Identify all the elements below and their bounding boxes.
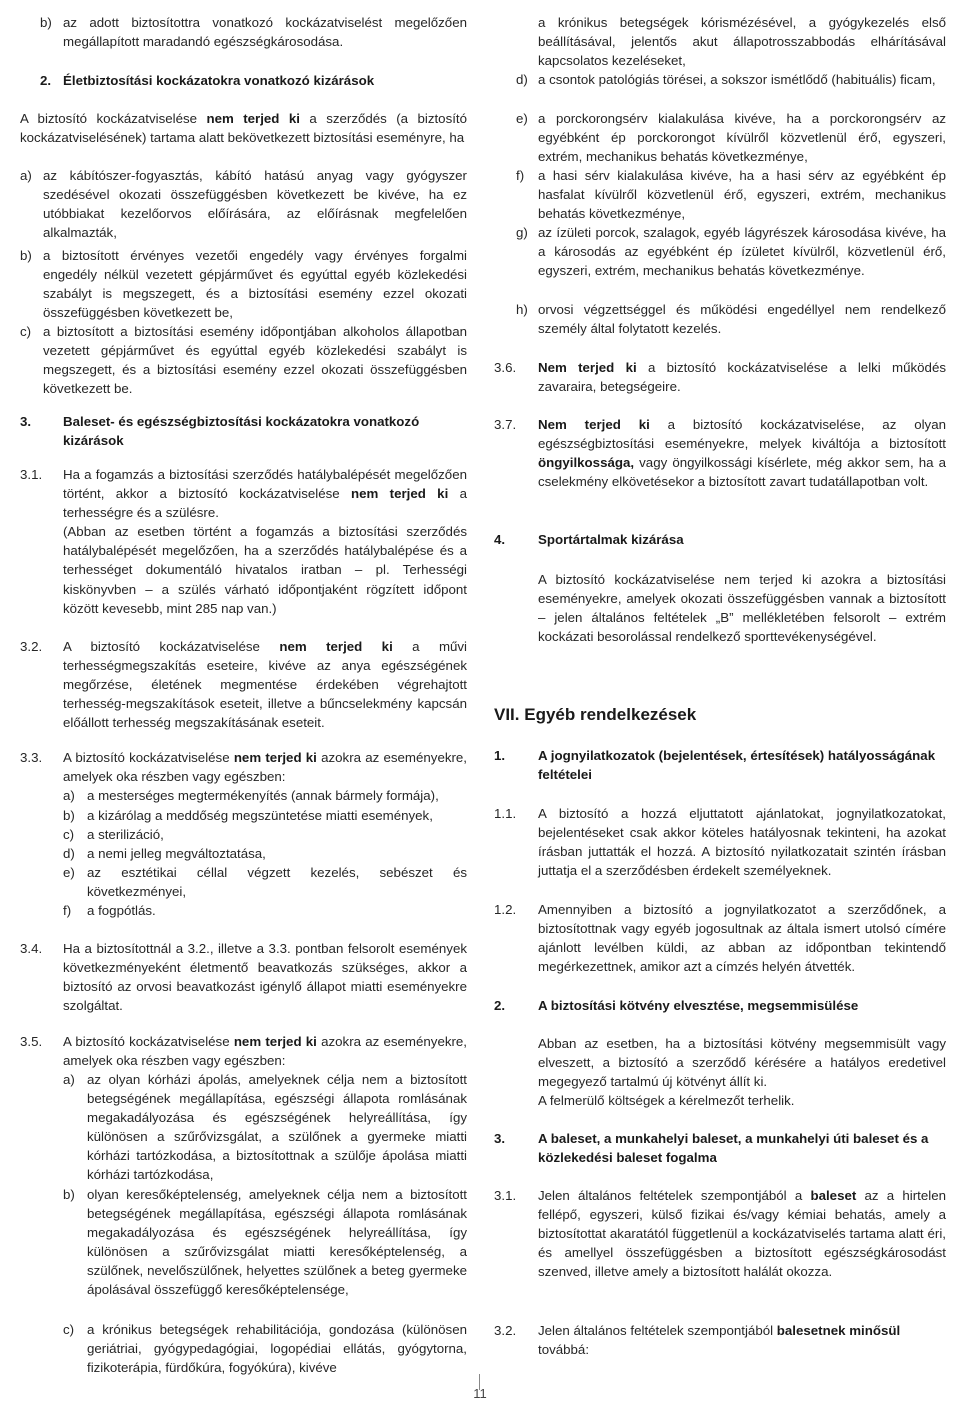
- item-text: orvosi végzettséggel és működési engedéllyel nem rendelkező személy által folytatott kezelés.: [538, 302, 946, 337]
- text: a szerződés (a biztosító kockázatviselésének) tartama alatt bekövetkezett biztosítási eseményre, ha: [20, 111, 468, 146]
- section-title: A baleset, a munkahelyi baleset, a munkahelyi úti baleset és a közlekedési baleset fogalma: [538, 1131, 929, 1166]
- text: a művi terhességmegszakítás eseteire, kivéve az anya egészségének megőrzése, életének megmentése érdekében végrehajtott terhesség-megszakítások eseteit, illetve a bűncselekmény kapcsán előállott terhesség megszakításának eseteit.: [63, 639, 468, 731]
- bold-text: nem terjed ki: [233, 1034, 317, 1049]
- section-number: 3.6.: [494, 360, 517, 375]
- item-label: e): [63, 865, 75, 880]
- text: Abban az esetben, ha a biztosítási kötvény megsemmisült vagy elveszett, a biztosító a szerződő kérésére a hatályos eredetivel megegyező tartalmú új kötvényt állít ki.: [538, 1036, 946, 1090]
- text: A biztosító kockázatviselése nem terjed ki azokra a biztosítási eseményekre, amelyek okozati összefüggésben vannak a biztosított – jelen általános feltételek „B” mellékletében felsorolt – extrém kockázati besorolással rendelkező sporttevékenységével.: [538, 572, 946, 645]
- text: A biztosító kockázatviselése: [63, 750, 234, 765]
- section-number: 2.: [494, 998, 506, 1013]
- item-label: c): [63, 827, 75, 842]
- text: a biztosító kockázatviselése a lelki működés zavaraira, betegségeire.: [538, 360, 946, 395]
- item-text: a csontok patológiás törései, a sokszor ismétlődő (habituális) ficam,: [538, 72, 936, 87]
- section-number: 2.: [40, 73, 52, 88]
- bold-text: nem terjed ki: [206, 111, 300, 126]
- text: A felmerülő költségek a kérelmezőt terhelik.: [538, 1093, 795, 1109]
- text: az a hirtelen fellépő, egyszeri, külső fizikai és/vagy kémiai behatás, amely a biztosítottat akaratától függetlenül a kockázatviselés tartama alatt éri, és amellyel összefüggésben a biztosított egészségkárosodást szenved, illetve amely a biztosított halálát okozza.: [538, 1188, 946, 1280]
- section-number: 3.: [20, 414, 32, 429]
- item-text: az esztétikai céllal végzett kezelés, sebészet és következményei,: [87, 865, 467, 900]
- item-label: f): [63, 903, 72, 918]
- text: A biztosító a hozzá eljuttatott ajánlatokat, jognyilatkozatokat, bejelentéseket csak akkor köteles hatályosnak tekinteni, ha azokat írásban juttatták el hozzá. A biztosító nyilatkozatait szintén írásban juttatja el a szerződésben érdekelt személyeknek.: [538, 806, 946, 879]
- text: Amennyiben a biztosító a jognyilatkozatot a szerződőnek, a biztosítottnak vagy egyéb jogosultnak az általa ismert utolsó címére ajánlott levélben küldi, az abban az időpontban tekintendő megérkezettnek, amikor azt a címzés helyén átvették.: [538, 902, 946, 975]
- item-text: az ízületi porcok, szalagok, egyéb lágyrészek károsodása kivéve, ha a károsodás az egyébként ép ízületet kívülről, közvetlenül érő, egyszeri, extrém, mechanikus behatás következménye.: [538, 225, 946, 279]
- text: A biztosító kockázatviselése: [63, 1034, 234, 1049]
- text: a terhességre és a szülésre.: [63, 486, 467, 521]
- item-text: a mesterséges megtermékenyítés (annak bármely formája),: [87, 788, 439, 803]
- item-text: a sterilizáció,: [87, 827, 164, 842]
- item-label: b): [63, 1187, 75, 1202]
- section-number: 1.1.: [494, 806, 517, 821]
- section-number: 3.: [494, 1131, 506, 1146]
- text: A biztosító kockázatviselése: [63, 639, 280, 654]
- section-title: Életbiztosítási kockázatokra vonatkozó kizárások: [63, 73, 375, 88]
- item-text: az olyan kórházi ápolás, amelyeknek célja nem a biztosított betegségének megállapítása, egészségi állapota romlásának megakadályozása és egészségének helyreállítása, így különösen a szűrővizsgálat, a szülőnek a gyermeke miatti kórházi tartózkodása, a biztosítottnak a szülője ápolása miatti kórházi tartózkodása,: [87, 1072, 467, 1183]
- item-text: a biztosított érvényes vezetői engedély vagy érvényes forgalmi engedély nélkül vezetett gépjárművet és egyúttal egyéb közlekedési szabályt is megszegett, és a biztosítási esemény ezzel okozati összefüggésben következett be,: [43, 248, 467, 321]
- item-label: h): [516, 302, 528, 317]
- item-text: a fogpótlás.: [87, 903, 156, 918]
- section-number: 3.4.: [20, 941, 43, 956]
- section-number: 3.2.: [494, 1323, 517, 1338]
- list-item: [20, 13, 467, 53]
- section-title: A biztosítási kötvény elvesztése, megsemmisülése: [538, 998, 859, 1013]
- item-label: g): [516, 225, 528, 240]
- section-title: Sportártalmak kizárása: [538, 532, 684, 547]
- item-label: d): [63, 846, 75, 861]
- item-label: a): [63, 788, 75, 803]
- bold-text: nem terjed ki: [350, 486, 449, 502]
- text: Ha a fogamzás a biztosítási szerződés hatálybalépését megelőzően történt, akkor a biztosító kockázatviselése: [63, 467, 467, 502]
- page-number: 11: [473, 1386, 487, 1401]
- bold-text: nem terjed ki: [233, 750, 317, 765]
- section-number: 3.3.: [20, 750, 43, 765]
- section-number: 3.5.: [20, 1034, 43, 1049]
- item-label: b): [40, 15, 52, 30]
- item-text: a biztosított a biztosítási esemény időpontjában alkoholos állapotban vezetett gépjárművet és egyúttal egyéb közlekedési szabályt is megszegett, és a biztosítási esemény ezzel okozati összefüggésben következett be.: [43, 324, 467, 397]
- text: azokra az eseményekre, amelyek oka részben vagy egészben:: [63, 1034, 468, 1069]
- item-label: c): [63, 1322, 75, 1337]
- bold-text: Nem terjed ki: [538, 360, 637, 375]
- item-label: a): [63, 1072, 75, 1087]
- text: Jelen általános feltételek szempontjából: [538, 1323, 777, 1338]
- text: továbbá:: [538, 1342, 590, 1358]
- section-number: 4.: [494, 532, 506, 547]
- item-text: a porckorongsérv kialakulása kivéve, ha a porckorongsérv az egyébként ép porckorongot kívülről közvetlenül érő, egyszeri, extrém, mechanikus behatás következménye,: [538, 111, 946, 165]
- item-text: a hasi sérv kialakulása kivéve, ha a hasi sérv az egyébként ép hasfalat kívülről közvetlenül érő, egyszeri, extrém, mechanikus behatás következménye,: [538, 168, 946, 222]
- text: Jelen általános feltételek szempontjából a: [538, 1188, 811, 1203]
- section-number: 1.: [494, 748, 506, 763]
- item-text: a krónikus betegségek kórismézésével, a gyógykezelés első beállításával, jelentős akut állapotrosszabbodás elhárításával kapcsolatos kezeléseket,: [538, 15, 946, 69]
- text: (Abban az esetben történt a fogamzás a biztosítási szerződés hatálybalépését megelőzően, ha a szerződés hatálybalépése és a terhességet dokumentáló hivatalos iratban – pl. Terhességi kiskönyvben – a szülés várható időpontjaként rögzített időpont között kevesebb, mint 285 nap van.): [63, 524, 467, 616]
- section-number: 3.2.: [20, 639, 43, 654]
- chapter-title: VII. Egyéb rendelkezések: [494, 705, 697, 724]
- item-text: az adott biztosítottra vonatkozó kockázatviselést megelőzően megállapított maradandó egészségkárosodása.: [63, 15, 467, 50]
- text: a biztosító kockázatviselése, az olyan egészségbiztosítási eseményekre, melyek kiváltója a biztosított: [538, 417, 946, 452]
- section-number: 1.2.: [494, 902, 517, 917]
- item-label: f): [516, 168, 525, 183]
- item-text: a nemi jelleg megváltoztatása,: [87, 846, 266, 861]
- item-text: az kábítószer-fogyasztás, kábító hatású anyag vagy gyógyszer szedésével okozati összefüggésben következett be kivéve, ha ez utóbbiakat kezelőorvos előírására, az előírásnak megfelelően alkalmazták,: [43, 168, 467, 241]
- text: Ha a biztosítottnál a 3.2., illetve a 3.3. pontban felsorolt események következményeként életmentő beavatkozás szükséges, akkor a biztosító az orvosi beavatkozást igénylő állapot miatti eseményekre szolgáltat.: [63, 941, 467, 1014]
- item-label: d): [516, 72, 528, 87]
- bold-text: öngyilkossága,: [538, 455, 635, 471]
- section-number: 3.1.: [494, 1188, 517, 1203]
- text: A biztosító kockázatviselése: [20, 111, 207, 126]
- section-number: 3.1.: [20, 467, 43, 482]
- text: azokra az eseményekre, amelyek oka részben vagy egészben:: [63, 750, 468, 785]
- text: vagy öngyilkossági kísérlete, még akkor sem, ha a cselekmény elkövetésekor a biztosított zavart tudatállapotban volt.: [538, 455, 946, 490]
- bold-text: Nem terjed ki: [538, 417, 650, 432]
- bold-text: nem terjed ki: [279, 639, 393, 654]
- item-label: b): [20, 248, 32, 263]
- item-text: a kizárólag a meddőség megszüntetése miatti események,: [87, 808, 433, 823]
- item-text: olyan keresőképtelenség, amelyeknek célja nem a biztosított betegségének megállapítása, egészségi állapota romlásának megakadályozása és egészségének helyreállítása, így különösen a szűrővizsgálat miatti keresőképtelenség, a szülőnek, nevelőszülőnek, helyettes szülőnek a beteg gyermeke ápolásával összefüggő keresőképtelensége,: [87, 1187, 467, 1298]
- bold-text: balesetnek minősül: [776, 1323, 901, 1338]
- item-label: e): [516, 111, 528, 126]
- bold-text: baleset: [810, 1188, 857, 1203]
- section-title: Baleset- és egészségbiztosítási kockázatokra vonatkozó kizárások: [63, 414, 420, 449]
- item-text: a krónikus betegségek rehabilitációja, gondozása (különösen geriátriai, gyógypedagógiai, logopédiai ellátás, gyógytorna, fizikoterápia, fürdőkúra, fogyókúra), kivéve: [87, 1322, 467, 1376]
- section-number: 3.7.: [494, 417, 517, 432]
- item-label: c): [20, 324, 32, 339]
- item-label: b): [63, 808, 75, 823]
- section-title: A jognyilatkozatok (bejelentések, értesítések) hatályosságának feltételei: [538, 748, 936, 783]
- item-label: a): [20, 168, 32, 183]
